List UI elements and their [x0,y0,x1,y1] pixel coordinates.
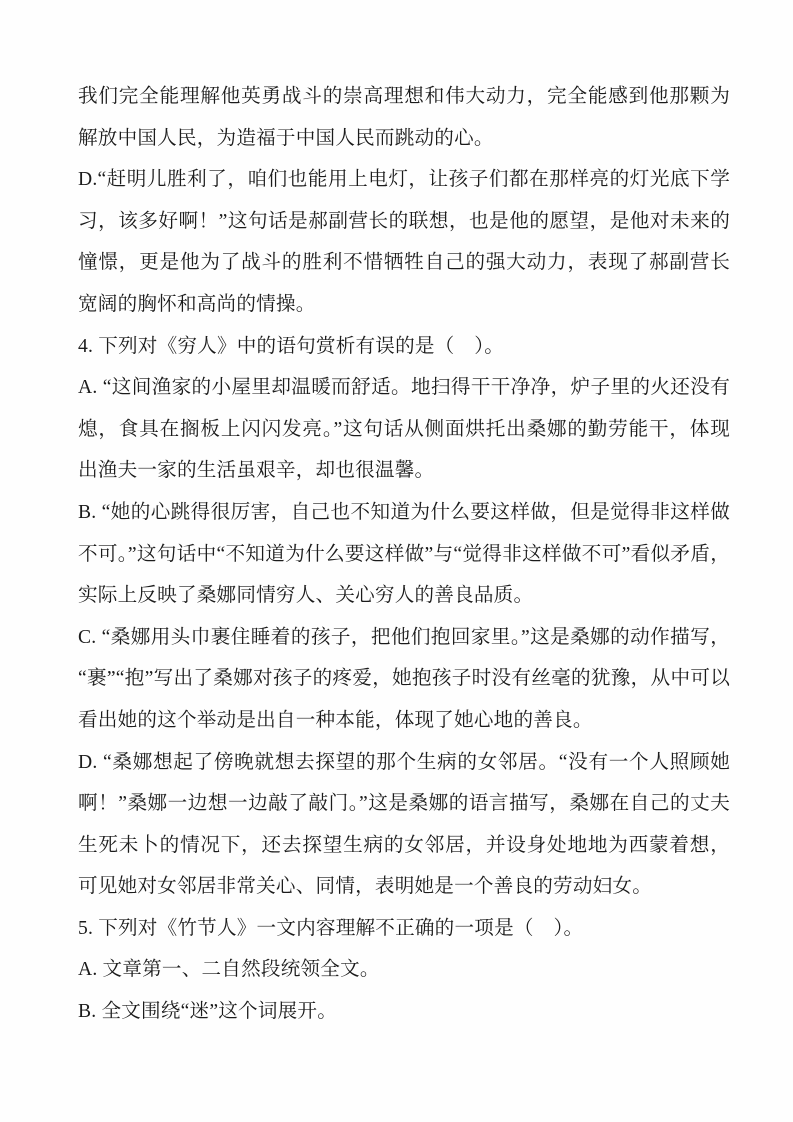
question-4-option-a: A. “这间渔家的小屋里却温暖而舒适。地扫得干干净净，炉子里的火还没有熄，食具在搁板上闪闪发亮。”这句话从侧面烘托出桑娜的勤劳能干，体现出渔夫一家的生活虽艰辛，却也很温馨。 [78,377,730,482]
question-4-option-c: C. “桑娜用头巾裹住睡着的孩子，把他们抱回家里。”这是桑娜的动作描写，“裹”“抱”写出了桑娜对孩子的疼爱，她抱孩子时没有丝毫的犹豫，从中可以看出她的这个举动是出自一种本能，体现了她心地的善良。 [78,626,730,731]
question-5-option-a: A. 文章第一、二自然段统领全文。 [78,959,380,981]
exam-text-block [78,76,730,1033]
prev-option-continuation-text: 我们完全能理解他英勇战斗的崇高理想和伟大动力，完全能感到他那颗为解放中国人民，为造福于中国人民而跳动的心。 [78,86,730,149]
question-5-stem: 5. 下列对《竹节人》一文内容理解不正确的一项是（ ）。 [78,917,584,939]
question-4-option-d: D. “桑娜想起了傍晚就想去探望的那个生病的女邻居。“没有一个人照顾她啊！”桑娜一边想一边敲了敲门。”这是桑娜的语言描写，桑娜在自己的丈夫生死未卜的情况下，还去探望生病的女邻居，并设身处地地为西蒙着想，可见她对女邻居非常关心、同情，表明她是一个善良的劳动妇女。 [78,751,730,898]
question-4-option-b: B. “她的心跳得很厉害，自己也不知道为什么要这样做，但是觉得非这样做不可。”这句话中“不知道为什么要这样做”与“觉得非这样做不可”看似矛盾，实际上反映了桑娜同情穷人、关心穷人的善良品质。 [78,501,730,607]
question-4-stem: 4. 下列对《穷人》中的语句赏析有误的是（ ）。 [78,335,505,357]
option-d-lamp-paragraph: D.“赶明儿胜利了，咱们也能用上电灯，让孩子们都在那样亮的灯光底下学习，该多好啊！”这句话是郝副营长的联想，也是他的愿望，是他对未来的憧憬，更是他为了战斗的胜利不惜牺牲自己的强大动力，表现了郝副营长宽阔的胸怀和高尚的情操。 [78,169,730,315]
question-5-option-b: B. 全文围绕“迷”这个词展开。 [78,1001,337,1023]
